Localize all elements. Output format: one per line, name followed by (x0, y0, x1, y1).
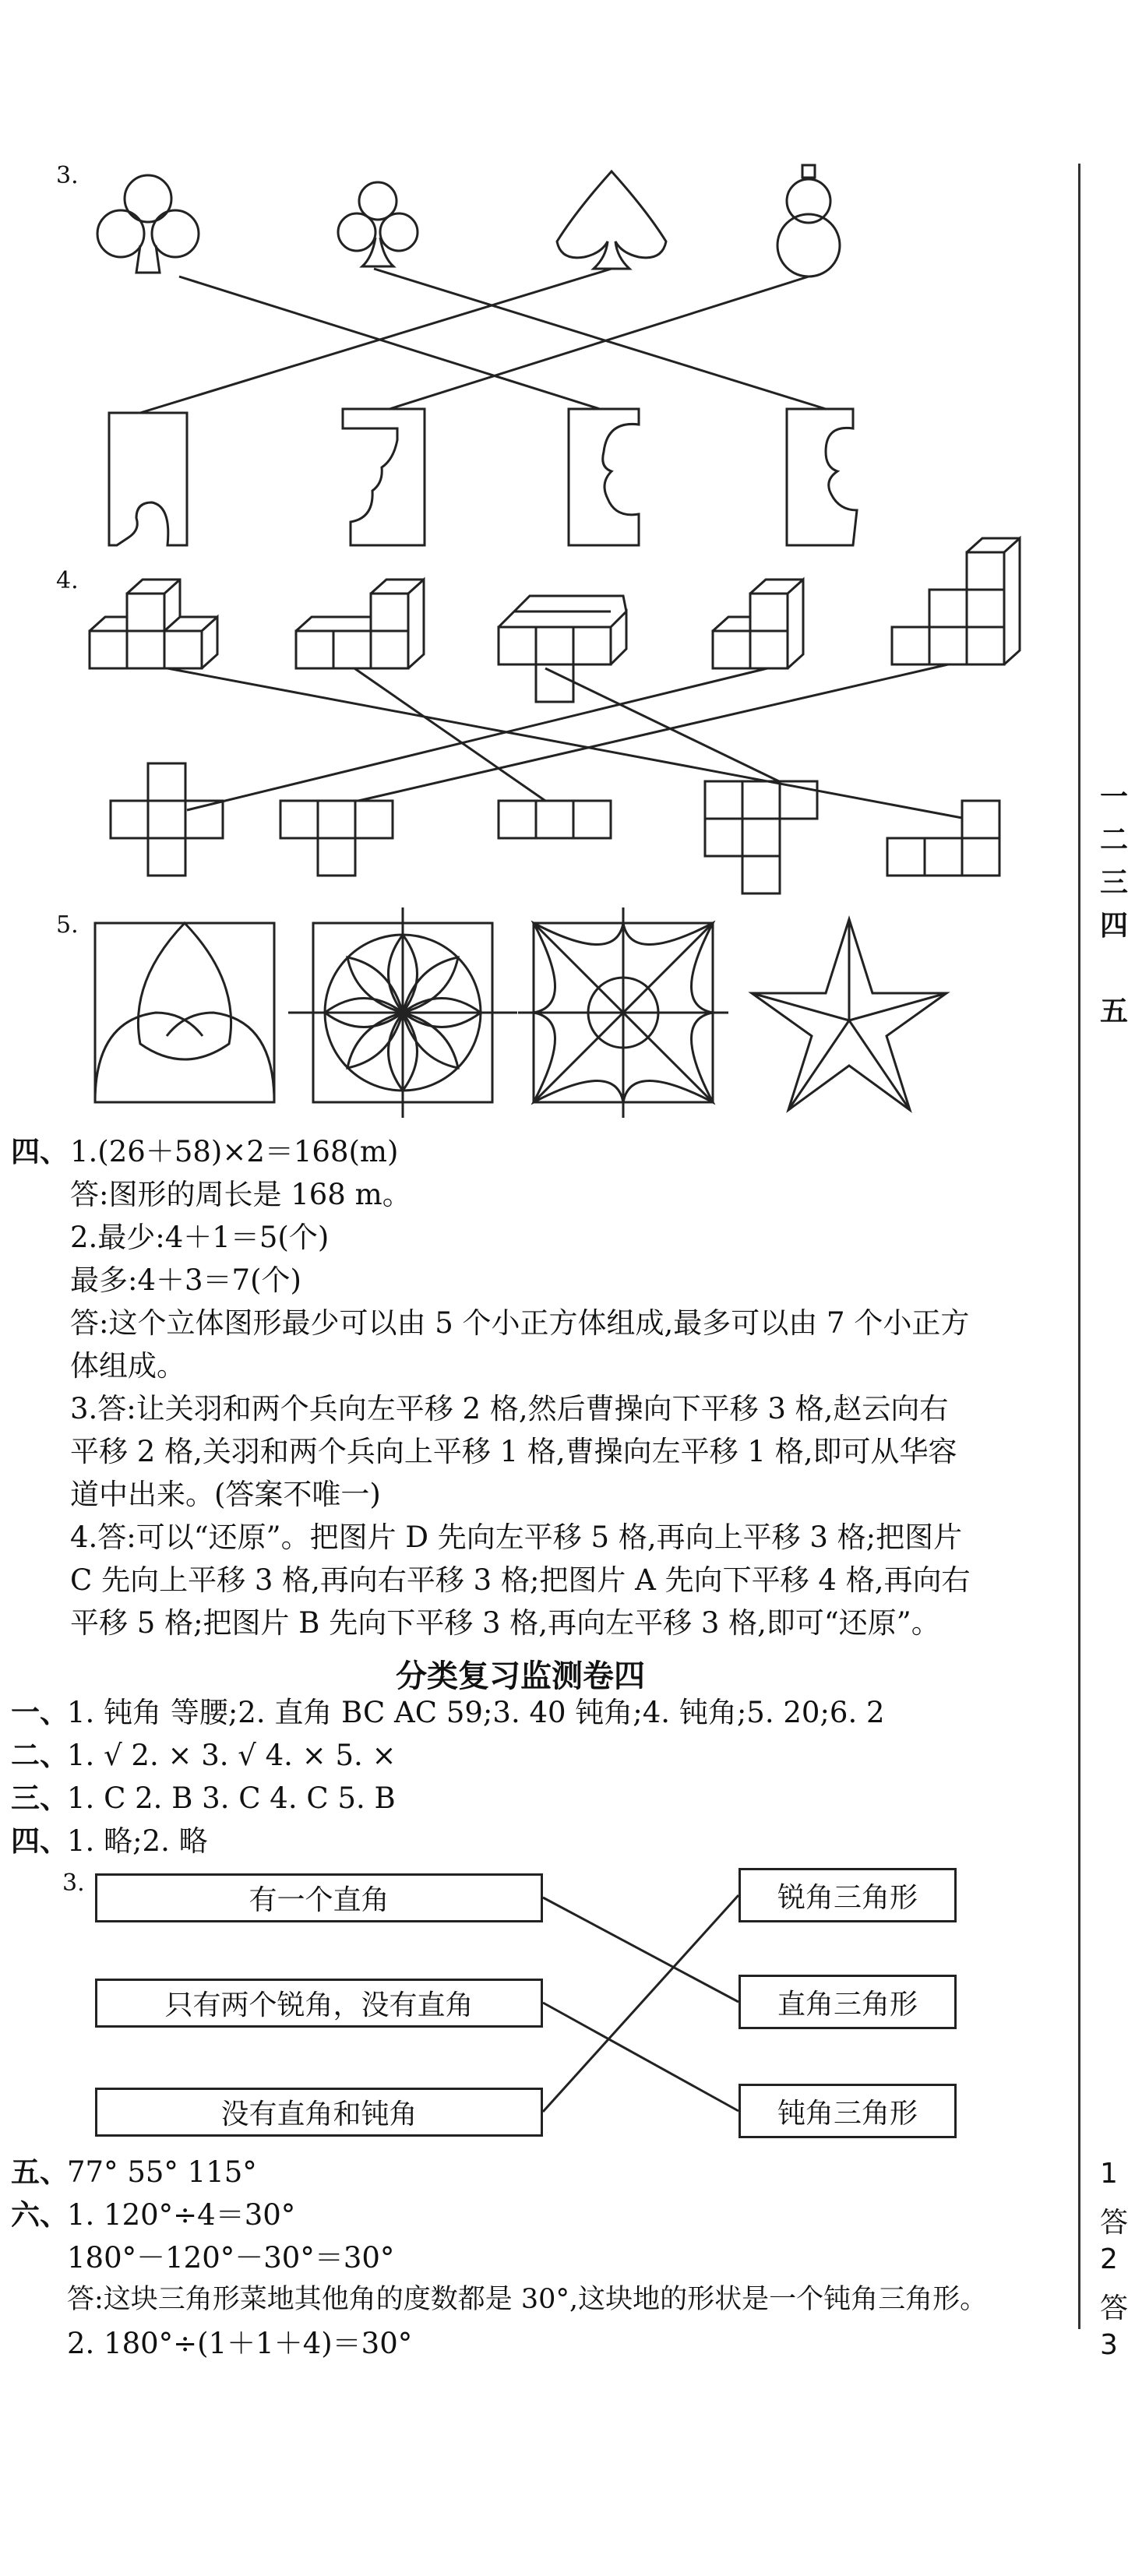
triangle-type-box: 钝角三角形 (738, 2084, 957, 2138)
q4-label: 4. (56, 567, 79, 594)
cube-structure-3 (499, 596, 626, 702)
section-marker: 三、 (11, 1781, 69, 1815)
section-marker: 二、 (11, 1739, 69, 1772)
triangle-type-box: 锐角三角形 (738, 1868, 957, 1922)
answer-line: 1. 120°÷4＝30° (67, 2198, 296, 2232)
next-page-fragment: 3 (1100, 2329, 1118, 2361)
matching-figures (0, 0, 1124, 1091)
next-page-fragment: 答 (1100, 2292, 1128, 2324)
answer-line: 平移 5 格;把图片 B 先向下平移 3 格,再向左平移 3 格,即可“还原”。 (70, 1606, 940, 1640)
section-marker: 一、 (11, 1696, 69, 1729)
answer-line: 1. √ 2. × 3. √ 4. × 5. × (67, 1739, 397, 1772)
section-marker: 四、 (11, 1824, 69, 1858)
answer-line: 4.答:可以“还原”。把图片 D 先向左平移 5 格,再向上平移 3 格;把图片 (70, 1521, 963, 1554)
net-cross (111, 763, 223, 876)
next-page-fragment: 2 (1100, 2243, 1118, 2275)
next-page-fragment: 三 (1100, 867, 1128, 899)
star-figure (752, 919, 946, 1110)
answer-line: C 先向上平移 3 格,再向右平移 3 格;把图片 A 先向下平移 4 格,再向右 (70, 1563, 971, 1597)
answer-line: 答:这块三角形菜地其他角的度数都是 30°,这块地的形状是一个钝角三角形。 (67, 2284, 988, 2315)
property-box: 有一个直角 (95, 1873, 543, 1922)
property-box: 没有直角和钝角 (95, 2088, 543, 2137)
symmetry-figure-1 (95, 923, 274, 1102)
answer-line: 最多:4＋3＝7(个) (70, 1263, 301, 1297)
q3-label: 3. (62, 1869, 85, 1897)
triangle-type-box: 直角三角形 (738, 1975, 957, 2029)
answer-line: 体组成。 (70, 1349, 185, 1383)
answer-line: 3.答:让关羽和两个兵向左平移 2 格,然后曹操向下平移 3 格,赵云向右 (70, 1392, 949, 1425)
gourd-shape (777, 165, 840, 277)
cube-structure-4 (713, 580, 803, 668)
notched-shape-1 (109, 413, 187, 545)
section-marker: 四、 (11, 1135, 69, 1168)
section-marker: 六、 (11, 2198, 69, 2232)
page-divider (1078, 164, 1080, 2329)
notched-shape-4 (787, 409, 857, 545)
answer-line: 1. 略;2. 略 (67, 1824, 208, 1858)
q3-label: 3. (56, 162, 79, 189)
symmetry-figure-2 (288, 907, 517, 1118)
net-row (499, 801, 611, 838)
answer-line: 2.最少:4＋1＝5(个) (70, 1221, 330, 1254)
property-box: 只有两个锐角，没有直角 (95, 1979, 543, 2028)
net-step (887, 801, 999, 876)
q5-label: 5. (56, 911, 79, 939)
symmetry-figure-3 (518, 907, 728, 1118)
section-title: 分类复习监测卷四 (396, 1658, 645, 1694)
net-t (280, 801, 393, 876)
next-page-fragment: 二 (1100, 824, 1128, 856)
notched-shape-3 (569, 409, 639, 545)
next-page-fragment: 一 (1100, 781, 1128, 813)
next-page-fragment: 五 (1100, 996, 1128, 1027)
answer-line: 77° 55° 115° (67, 2155, 257, 2189)
answer-line: 1. 钝角 等腰;2. 直角 BC AC 59;3. 40 钝角;4. 钝角;5. 20;6. 2 (67, 1696, 885, 1729)
next-page-fragment: 答 (1100, 2207, 1128, 2239)
cube-structure-5 (892, 538, 1020, 664)
trefoil-shape (97, 175, 199, 273)
cube-structure-1 (90, 580, 217, 668)
notched-shape-2 (343, 409, 425, 545)
section-marker: 五、 (11, 2155, 69, 2189)
answer-line: 1.(26＋58)×2＝168(m) (70, 1135, 399, 1168)
answer-line: 180°－120°－30°＝30° (67, 2241, 395, 2275)
next-page-fragment: 四 (1100, 910, 1128, 942)
answer-line: 1. C 2. B 3. C 4. C 5. B (67, 1781, 396, 1815)
answer-line: 答:图形的周长是 168 m。 (70, 1178, 411, 1211)
cube-structure-2 (296, 580, 424, 668)
club-shape (338, 182, 418, 266)
answer-line: 答:这个立体图形最少可以由 5 个小正方体组成,最多可以由 7 个小正方 (70, 1306, 970, 1340)
answer-line: 2. 180°÷(1＋1＋4)＝30° (67, 2327, 413, 2360)
spade-shape (557, 171, 666, 269)
answer-line: 道中出来。(答案不唯一) (70, 1478, 381, 1511)
answer-line: 平移 2 格,关羽和两个兵向上平移 1 格,曹操向左平移 1 格,即可从华容 (70, 1435, 957, 1468)
next-page-fragment: 1 (1100, 2158, 1118, 2190)
net-l (705, 781, 817, 893)
